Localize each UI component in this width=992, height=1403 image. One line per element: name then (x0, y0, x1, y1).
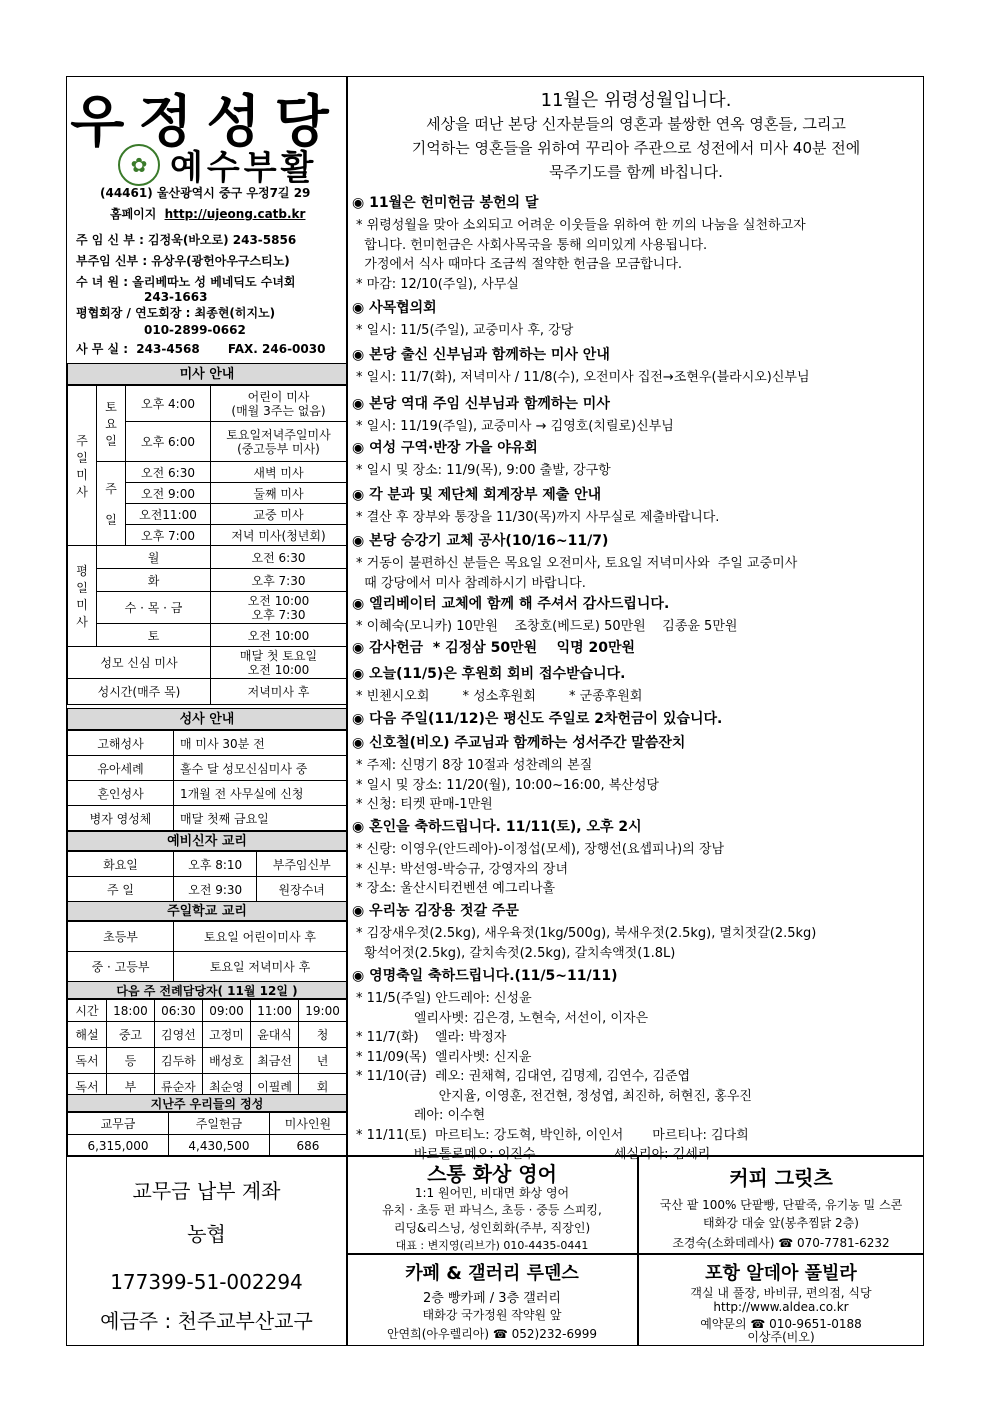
mass-heading: 미사 안내 (67, 363, 347, 385)
catechumen-table (67, 851, 347, 902)
minister-header: 18:00 (107, 1000, 155, 1022)
minister-cell: 김두하 (154, 1048, 202, 1074)
mass-time: 오전 6:30 (126, 462, 211, 483)
notice-title: ◉ 영명축일 축하드립니다.(11/5~11/11) (352, 968, 618, 984)
notice-title: ◉ 오늘(11/5)은 후원회 회비 접수받습니다. (352, 666, 626, 682)
parish-title: 우정성당 (70, 90, 343, 155)
notice-line: * 마감: 12/10(주일), 사무실 (356, 276, 519, 292)
ad2-line: 국산 팥 100% 단팥빵, 단팥죽, 유기농 밀 스콘 (659, 1198, 903, 1212)
stats-value: 4,430,500 (168, 1135, 269, 1157)
minister-cell: 이필례 (251, 1074, 299, 1100)
catechumen-day: 주 일 (68, 877, 174, 902)
ad3-title: 카페 & 갤러리 루덴스 (405, 1263, 579, 1284)
notice-line: 황석어젓(2.5kg), 갈치속젓(2.5kg), 갈치속액젓(1.8L) (356, 945, 676, 961)
account-title: 교무금 납부 계좌 (132, 1179, 281, 1203)
notice-line: * 빈첸시오회 * 성소후원회 * 군종후원회 (356, 689, 643, 704)
notice-title: ◉ 다음 주일(11/12)은 평신도 주일로 2차헌금이 있습니다. (352, 711, 723, 727)
mass-desc: 새벽 미사 (211, 462, 347, 483)
ad3-line: 2층 빵카페 / 3층 갤러리 (423, 1291, 561, 1306)
stats-heading: 지난주 우리들의 정성 (67, 1094, 347, 1112)
school-grade: 초등부 (68, 922, 174, 952)
staff-3: 수 녀 원 : 올리베따노 성 베네딕도 수녀회 (76, 275, 296, 289)
intro-line-2: 기억하는 영혼들을 위하여 꾸리아 주관으로 성전에서 미사 40분 전에 (411, 139, 861, 157)
weekday-time: 오전 10:00 오후 7:30 (211, 592, 347, 624)
ad4-title: 포항 알데아 풀빌라 (705, 1263, 857, 1284)
minister-header: 09:00 (202, 1000, 250, 1022)
marian-time: 매달 첫 토요일 오전 10:00 (211, 647, 347, 679)
address: (44461) 울산광역시 중구 우정7길 29 (100, 186, 311, 200)
notice-title: ◉ 사목협의회 (352, 300, 437, 316)
mass-table (67, 385, 347, 705)
stats-value: 6,315,000 (68, 1135, 169, 1157)
weekday-time: 오전 10:00 (211, 624, 347, 647)
minister-cell: 중고 (107, 1022, 155, 1048)
stats-table (67, 1112, 347, 1157)
mass-desc: 어린이 미사 (매월 3주는 없음) (211, 386, 347, 422)
notice-title: ◉ 본당 역대 주임 신부님과 함께하는 미사 (352, 396, 610, 412)
notice-title: ◉ 혼인을 축하드립니다. 11/11(토), 오후 2시 (352, 819, 642, 835)
fax: FAX. 246-0030 (227, 342, 326, 356)
ad1-line: 1:1 원어민, 비대면 화상 영어 (414, 1186, 570, 1200)
staff-5: 평협회장 / 연도회장 : 최종현(히지노) (76, 306, 276, 320)
ad1-line: 리딩&리스닝, 성인회화(주부, 직장인) (393, 1221, 591, 1235)
sacraments-heading: 성사 안내 (67, 708, 347, 730)
minister-cell: 회 (299, 1074, 347, 1100)
sacrament-info: 매달 첫째 금요일 (174, 806, 347, 831)
intro-line-1: 세상을 떠난 본당 신자분들의 영혼과 불쌍한 연옥 영혼들, 그리고 (426, 115, 846, 133)
notice-line: 레아: 이수현 (356, 1108, 486, 1123)
notice-title: ◉ 우리농 김장용 젓갈 주문 (352, 903, 519, 919)
sacrament-name: 고해성사 (68, 731, 174, 756)
holy-hour: 성시간(매주 목) (68, 679, 211, 705)
intro-title: 11월은 위령성월입니다. (540, 90, 732, 111)
catechumen-teacher: 원장수녀 (257, 877, 347, 902)
notice-line: 합니다. 헌미헌금은 사회사목국을 통해 의미있게 사용됩니다. (356, 237, 708, 253)
catechumen-heading: 예비신자 교리 (67, 831, 347, 851)
weekday-time: 오전 6:30 (211, 546, 347, 569)
minister-cell: 년 (299, 1048, 347, 1074)
sacrament-info: 홀수 달 성모신심미사 중 (174, 756, 347, 781)
sacrament-info: 1개월 전 사무실에 신청 (174, 781, 347, 806)
school-grade: 중 · 고등부 (68, 952, 174, 982)
staff-1: 주 임 신 부 : 김정욱(바오로) 243-5856 (76, 233, 297, 247)
ad2-line: 태화강 대숲 앞(봉추찜닭 2층) (703, 1216, 859, 1230)
notice-line: * 신부: 박선영-박승규, 강영자의 장녀 (356, 861, 569, 877)
motto: 예수부활 (170, 148, 318, 188)
weekday-mass-label: 평 일 미 사 (68, 546, 97, 647)
minister-cell: 윤대식 (251, 1022, 299, 1048)
notice-line: * 11/09(목) 엘리사벳: 신지윤 (356, 1049, 532, 1065)
catechumen-day: 화요일 (68, 852, 174, 877)
notice-title: ◉ 본당 승강기 교체 공사(10/16~11/7) (352, 533, 609, 549)
weekday: 토 (97, 624, 211, 647)
ad2-line: 조경숙(소화데레사) ☎ 070-7781-6232 (672, 1236, 890, 1250)
minister-cell: 최금선 (251, 1048, 299, 1074)
sacrament-name: 병자 영성체 (68, 806, 174, 831)
minister-role: 독서 (68, 1048, 107, 1074)
account-holder: 예금주 : 천주교부산교구 (100, 1309, 313, 1333)
ad2-title: 커피 그릿츠 (729, 1166, 833, 1190)
minister-cell: 등 (107, 1048, 155, 1074)
notice-line: * 이혜숙(모니카) 10만원 조창호(베드로) 50만원 김종윤 5만원 (356, 619, 738, 634)
notice-line: * 주제: 신명기 8장 10절과 성찬례의 본질 (356, 758, 593, 773)
minister-header: 19:00 (299, 1000, 347, 1022)
stats-value: 686 (269, 1135, 346, 1157)
weekday-time: 오후 7:30 (211, 569, 347, 592)
homepage-link[interactable]: http://ujeong.catb.kr (164, 207, 306, 221)
notice-line: * 11/10(금) 레오: 권채혁, 김대연, 김명제, 김연수, 김준엽 (356, 1069, 691, 1084)
homepage-row (110, 204, 305, 225)
footer-mid-divider (347, 1253, 924, 1255)
sunday-mass-label: 주 일 미 사 (68, 386, 97, 546)
notice-line: * 장소: 울산시티컨벤션 예그리나홀 (356, 881, 556, 896)
sunday-school-table (67, 921, 347, 982)
ad1-line: 대표 : 변지영(리브가) 010-4435-0441 (395, 1239, 589, 1252)
notice-line: * 신랑: 이영우(안드레아)-이정섭(모세), 장행선(요셉피나)의 장남 (356, 842, 725, 857)
sunday-school-heading: 주일학교 교리 (67, 901, 347, 921)
notice-title: ◉ 각 분과 및 제단체 회계장부 제출 안내 (352, 487, 602, 503)
ad1-line: 유치 · 초등 펀 파닉스, 초등 · 중등 스피킹, (382, 1203, 602, 1217)
weekday: 수 · 목 · 금 (97, 592, 211, 624)
saturday-label: 토 요 일 (97, 386, 126, 462)
holy-hour-time: 저녁미사 후 (211, 679, 347, 705)
mass-desc: 토요일저녁주일미사 (중고등부 미사) (211, 422, 347, 462)
office-label: 사 무 실 : (76, 342, 129, 356)
notice-line: * 일시 및 장소: 11/20(월), 10:00~16:00, 복산성당 (356, 777, 659, 793)
notice-title: ◉ 11월은 헌미헌금 봉헌의 달 (352, 195, 539, 211)
stats-label: 미사인원 (269, 1113, 346, 1135)
notice-line: * 거동이 불편하신 분들은 목요일 오전미사, 토요일 저녁미사와 주일 교중미사 (356, 556, 798, 571)
notice-line: * 일시: 11/5(주일), 교중미사 후, 강당 (356, 323, 574, 338)
sacraments-table (67, 730, 347, 831)
ad4-line: 객실 내 풀장, 바비큐, 편의점, 식당 (690, 1286, 872, 1300)
office-phone: 243-4568 (136, 342, 200, 356)
staff-4: 243-1663 (144, 290, 208, 304)
minister-cell: 고정미 (202, 1022, 250, 1048)
mass-time: 오전 9:00 (126, 483, 211, 504)
ministers-table (67, 999, 347, 1100)
notice-line: 안지율, 이영훈, 전건현, 정성엽, 최진하, 허현진, 홍우진 (356, 1088, 752, 1104)
minister-cell: 청 (299, 1022, 347, 1048)
staff-6: 010-2899-0662 (144, 323, 246, 337)
sacrament-name: 혼인성사 (68, 781, 174, 806)
catechumen-time: 오전 9:30 (174, 877, 257, 902)
sacrament-info: 매 미사 30분 전 (174, 731, 347, 756)
mass-time: 오후 6:00 (126, 422, 211, 462)
catechumen-teacher: 부주임신부 (257, 852, 347, 877)
ad3-line: 안연희(아우렐리아) ☎ 052)232-6999 (386, 1327, 598, 1341)
notice-line: * 11/5(주일) 안드레아: 신성윤 (356, 991, 532, 1006)
minister-cell: 배성호 (202, 1048, 250, 1074)
ad4-line: 이상주(비오) (747, 1330, 815, 1344)
office-row (76, 339, 325, 360)
mass-time: 오후 4:00 (126, 386, 211, 422)
account-number: 177399-51-002294 (110, 1270, 303, 1294)
stats-label: 교무금 (68, 1113, 169, 1135)
staff-2: 부주임 신부 : 유상우(광헌아우구스티노) (76, 254, 290, 268)
minister-header: 11:00 (251, 1000, 299, 1022)
notice-title: ◉ 감사헌금 * 김정삼 50만원 익명 20만원 (352, 640, 636, 656)
homepage-label: 홈페이지 (110, 207, 157, 221)
minister-role: 독서 (68, 1074, 107, 1100)
notice-line: * 김장새우젓(2.5kg), 새우육젓(1kg/500g), 북새우젓(2.5kg), 멸치젓갈(2.5kg) (356, 926, 817, 941)
notice-title: ◉ 여성 구역·반장 가을 야유회 (352, 440, 538, 456)
ministers-heading: 다음 주 전례담당자( 11월 12일 ) (67, 981, 347, 999)
ad4-link[interactable]: http://www.aldea.co.kr (713, 1300, 849, 1314)
notice-line: * 11/7(화) 엘라: 박정자 (356, 1030, 507, 1045)
mass-time: 오후 7:00 (126, 525, 211, 546)
notice-line: 바르톨로메오: 이진수 세실리아: 김세리 (356, 1147, 711, 1162)
notice-line: 엘리사벳: 김은경, 노현숙, 서선이, 이자은 (356, 1010, 649, 1026)
notice-line: * 일시 및 장소: 11/9(목), 9:00 출발, 강구항 (356, 463, 611, 478)
mass-desc: 교중 미사 (211, 504, 347, 525)
notice-line: * 신청: 티켓 판매-1만원 (356, 797, 493, 812)
notice-line: * 위령성월을 맞아 소외되고 어려운 이웃들을 위하여 한 끼의 나눔을 실천하고자 (356, 218, 806, 233)
sacrament-name: 유아세례 (68, 756, 174, 781)
weekday: 화 (97, 569, 211, 592)
sunday-label: 주 일 (97, 462, 126, 546)
mass-desc: 저녁 미사(청년회) (211, 525, 347, 546)
stats-label: 주일헌금 (168, 1113, 269, 1135)
ad4-line: 예약문의 ☎ 010-9651-0188 (700, 1317, 862, 1331)
notice-line: * 일시: 11/7(화), 저녁미사 / 11/8(수), 오전미사 집전→조현우(블라시오)신부님 (356, 370, 810, 385)
notice-title: ◉ 엘리베이터 교체에 함께 해 주셔서 감사드립니다. (352, 596, 670, 612)
minister-cell: 김영선 (154, 1022, 202, 1048)
ad1-title: 스통 화상 영어 (427, 1162, 557, 1186)
marian-mass: 성모 신심 미사 (68, 647, 211, 679)
notice-line: * 일시: 11/19(주일), 교중미사 → 김영호(치릴로)신부님 (356, 419, 674, 434)
school-time: 토요일 어린이미사 후 (174, 922, 347, 952)
notice-line: 가정에서 식사 때마다 조금씩 절약한 헌금을 모금합니다. (356, 257, 683, 272)
minister-cell: 부 (107, 1074, 155, 1100)
notice-title: ◉ 본당 출신 신부님과 함께하는 미사 안내 (352, 347, 610, 363)
intro-line-3: 묵주기도를 함께 바칩니다. (549, 163, 723, 181)
notice-line: * 결산 후 장부와 통장을 11/30(목)까지 사무실로 제출바랍니다. (356, 510, 720, 525)
ad3-line: 태화강 국가정원 작약원 앞 (422, 1308, 562, 1322)
catechumen-time: 오후 8:10 (174, 852, 257, 877)
parish-logo-icon: ✿ (118, 144, 160, 186)
minister-cell: 류순자 (154, 1074, 202, 1100)
school-time: 토요일 저녁미사 후 (174, 952, 347, 982)
minister-header: 06:30 (154, 1000, 202, 1022)
minister-header: 시간 (68, 1000, 107, 1022)
mass-time: 오전11:00 (126, 504, 211, 525)
logo-row (118, 140, 317, 189)
notice-title: ◉ 신호철(비오) 주교님과 함께하는 성서주간 말씀잔치 (352, 735, 686, 751)
minister-role: 해설 (68, 1022, 107, 1048)
mass-desc: 둘째 미사 (211, 483, 347, 504)
notice-line: * 11/11(토) 마르티노: 강도혁, 박인하, 이인서 마르티나: 김다희 (356, 1127, 749, 1143)
notice-line: 때 강당에서 미사 참례하시기 바랍니다. (356, 575, 586, 591)
bank-name: 농협 (187, 1222, 226, 1246)
weekday: 월 (97, 546, 211, 569)
minister-cell: 최순영 (202, 1074, 250, 1100)
